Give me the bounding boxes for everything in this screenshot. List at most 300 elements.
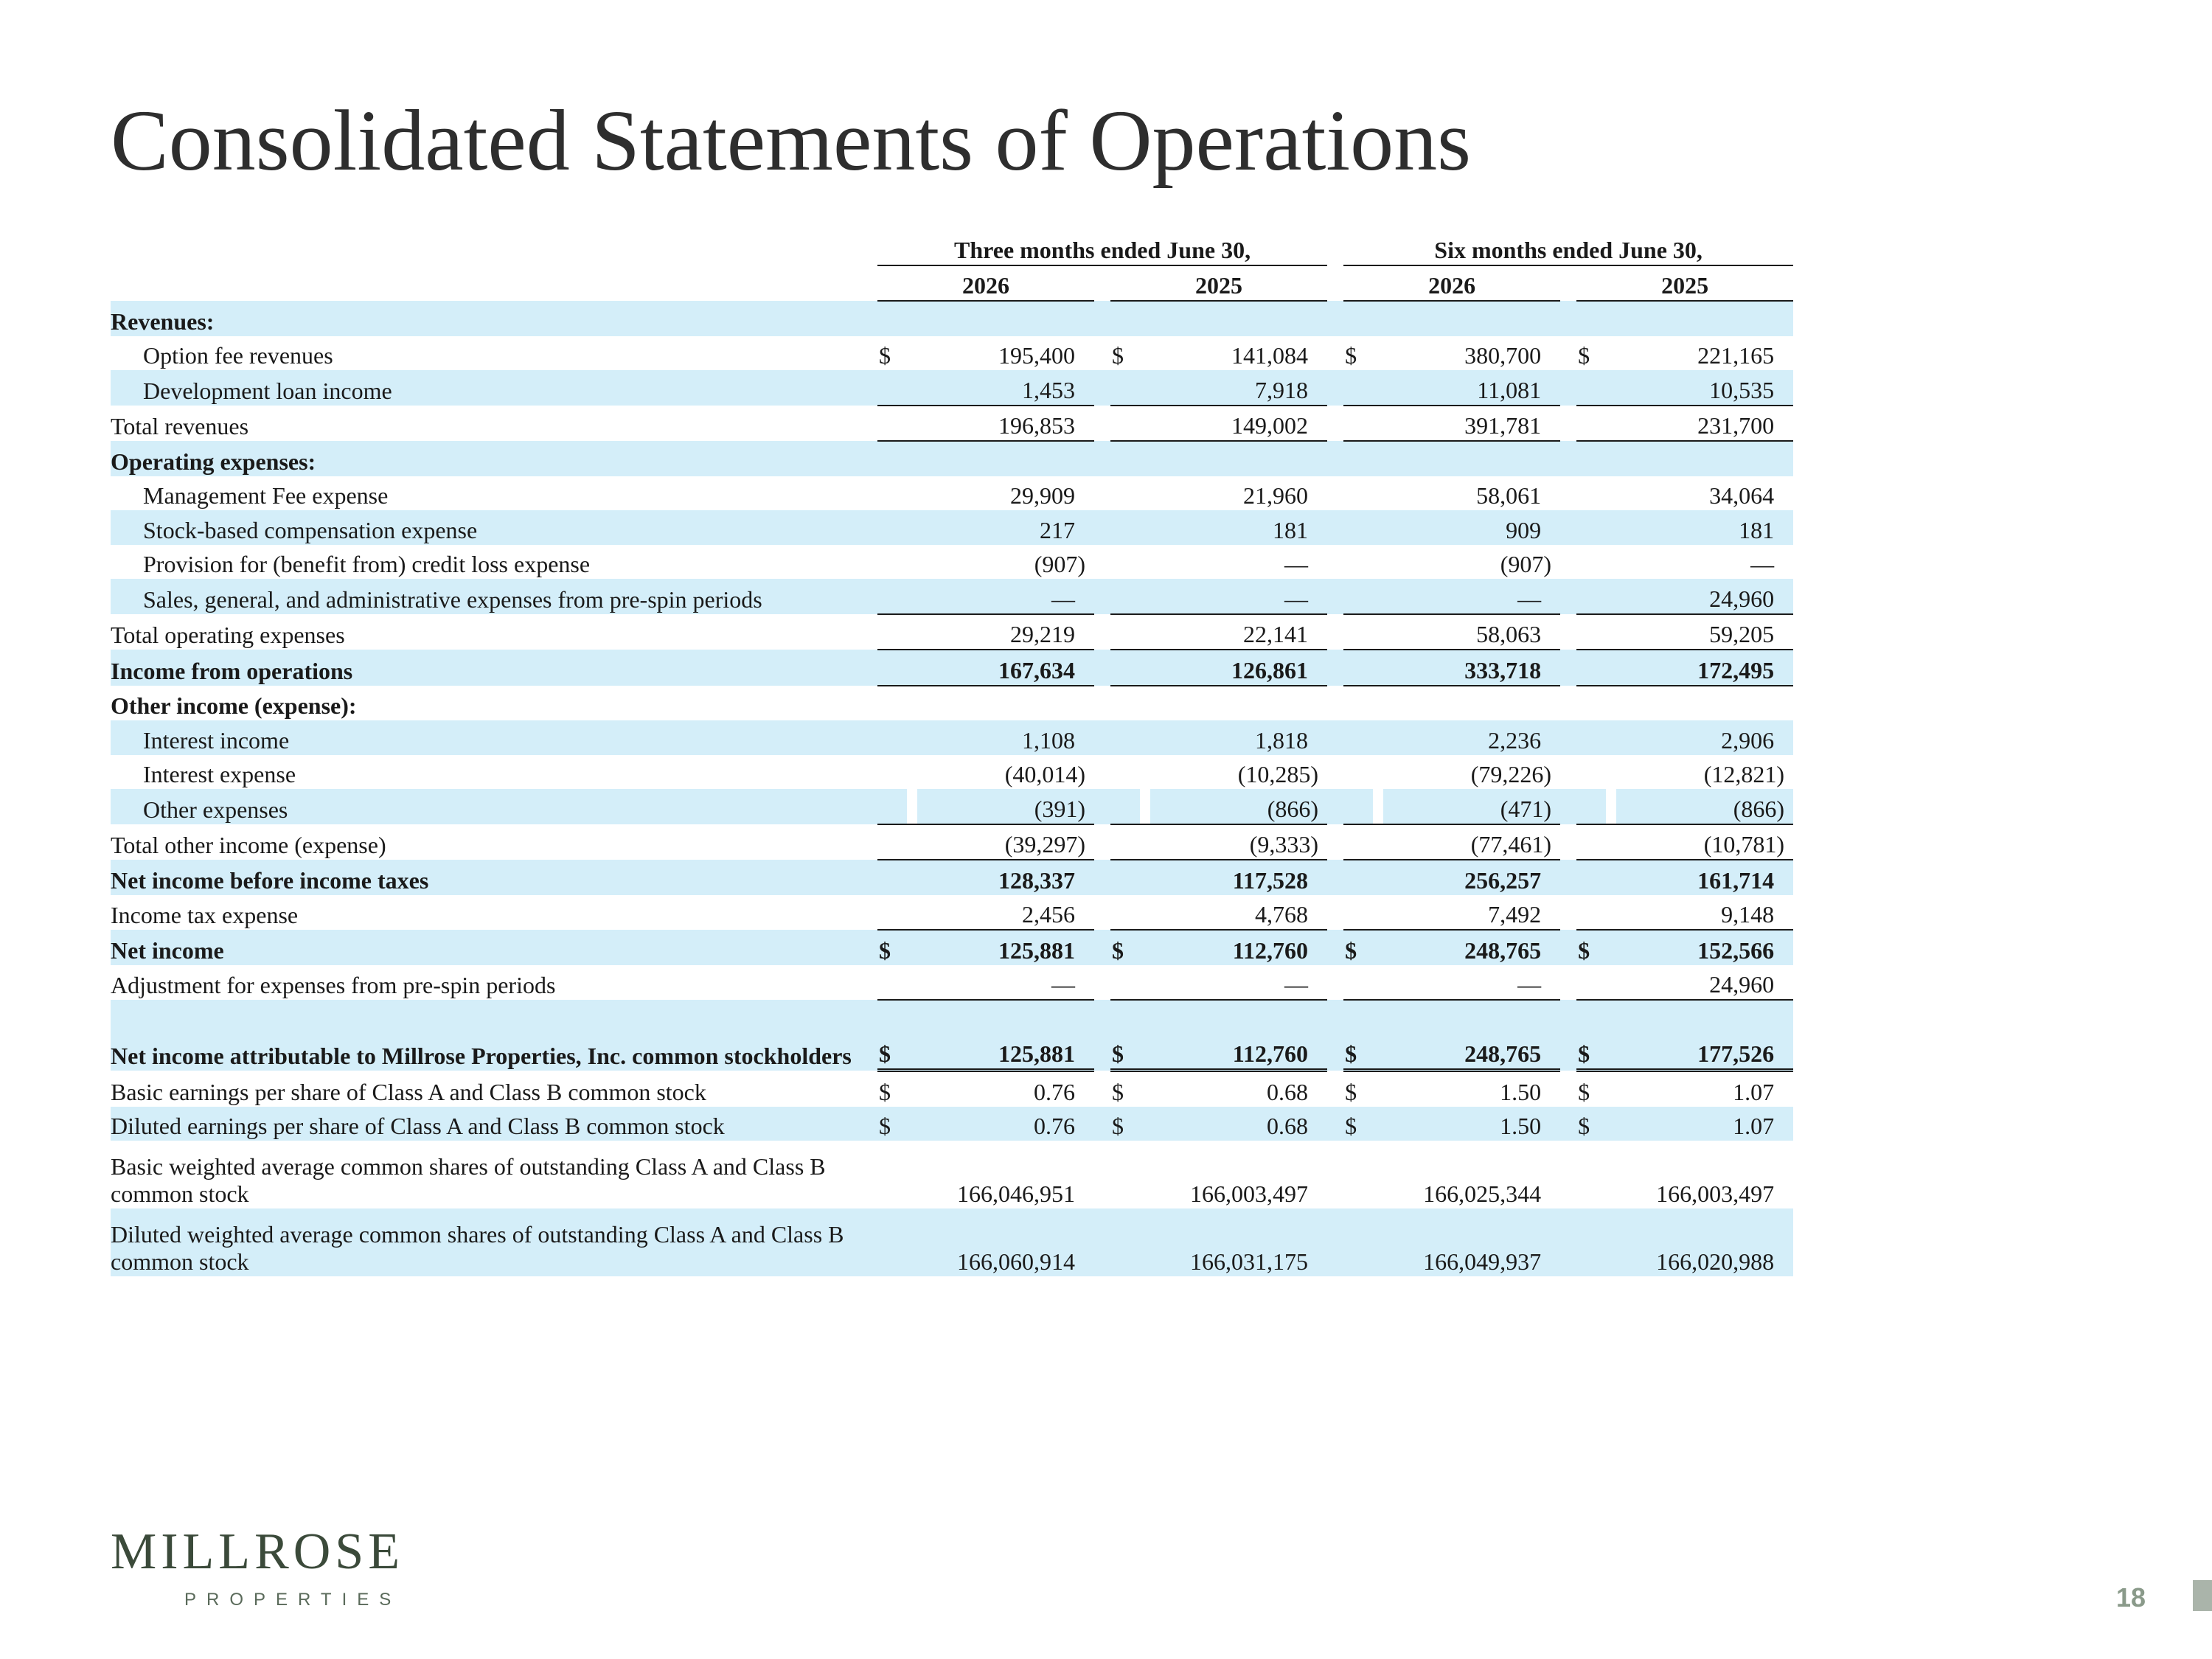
value-suffix bbox=[1075, 336, 1094, 371]
row-label: Stock-based compensation expense bbox=[111, 510, 877, 545]
currency-symbol: $ bbox=[1343, 1107, 1373, 1141]
currency-symbol bbox=[877, 1141, 907, 1208]
value-cell: 0.76 bbox=[1034, 1078, 1075, 1105]
value-suffix bbox=[1075, 686, 1094, 721]
value-suffix bbox=[1308, 895, 1327, 931]
row-label: Sales, general, and administrative expenses from pre-spin periods bbox=[111, 579, 877, 614]
currency-symbol bbox=[1343, 720, 1373, 755]
column-gap bbox=[1094, 1208, 1110, 1276]
value-suffix bbox=[1075, 614, 1094, 650]
currency-symbol bbox=[1343, 824, 1373, 860]
row-label: Management Fee expense bbox=[143, 482, 389, 509]
currency-symbol bbox=[1110, 860, 1140, 895]
value-cell: 141,084 bbox=[1231, 342, 1308, 369]
period-header-row bbox=[111, 230, 1793, 265]
currency-symbol bbox=[1110, 895, 1140, 931]
column-gap bbox=[1560, 510, 1576, 545]
row-label: Interest income bbox=[111, 720, 877, 755]
value-cell bbox=[1373, 441, 1541, 476]
column-gap bbox=[1560, 579, 1576, 614]
value-cell: 126,861 bbox=[1140, 650, 1308, 686]
currency-symbol bbox=[1576, 441, 1606, 476]
table-row bbox=[111, 476, 1793, 511]
value-cell: 149,002 bbox=[1140, 406, 1308, 442]
column-gap bbox=[1327, 1071, 1343, 1107]
year-header: 2025 bbox=[1110, 265, 1327, 302]
currency-symbol bbox=[1343, 1208, 1373, 1276]
value-suffix bbox=[1774, 650, 1793, 686]
value-cell: 172,495 bbox=[1606, 650, 1774, 686]
column-gap bbox=[1094, 441, 1110, 476]
value-cell: 4,768 bbox=[1140, 895, 1308, 931]
currency-symbol bbox=[1110, 441, 1140, 476]
value-cell: 0.68 bbox=[1140, 1107, 1308, 1141]
currency-symbol bbox=[877, 1208, 907, 1276]
currency-symbol bbox=[1576, 545, 1606, 580]
value-cell: 112,760 bbox=[1140, 1000, 1308, 1071]
value-suffix bbox=[1308, 1208, 1327, 1276]
column-gap bbox=[1560, 545, 1576, 580]
column-gap bbox=[1327, 824, 1343, 860]
page-number: 18 bbox=[2115, 1582, 2146, 1613]
value-suffix bbox=[1541, 686, 1560, 721]
value-suffix bbox=[1075, 930, 1094, 965]
value-cell: (391) bbox=[917, 789, 1085, 824]
value-suffix bbox=[1075, 895, 1094, 931]
value-suffix bbox=[1308, 650, 1327, 686]
column-gap bbox=[1327, 1000, 1343, 1071]
value-cell: 11,081 bbox=[1373, 370, 1541, 406]
value-suffix bbox=[1308, 406, 1327, 442]
currency-symbol bbox=[1576, 614, 1606, 650]
value-cell: 21,960 bbox=[1243, 482, 1308, 509]
value-suffix bbox=[1075, 1000, 1094, 1071]
currency-symbol bbox=[1110, 720, 1140, 755]
column-gap bbox=[1560, 789, 1576, 824]
currency-symbol bbox=[877, 614, 907, 650]
year-header-row bbox=[111, 265, 1793, 302]
value-cell: 221,165 bbox=[1697, 342, 1775, 369]
column-gap bbox=[1327, 860, 1343, 895]
value-suffix bbox=[1774, 510, 1793, 545]
currency-symbol: $ bbox=[1112, 1078, 1124, 1105]
currency-symbol bbox=[1343, 789, 1373, 824]
value-cell: 166,049,937 bbox=[1373, 1208, 1541, 1276]
currency-symbol bbox=[1576, 1141, 1606, 1208]
currency-symbol bbox=[1343, 965, 1373, 1001]
value-cell: — bbox=[907, 965, 1075, 1001]
column-gap bbox=[1094, 545, 1110, 580]
currency-symbol bbox=[1576, 755, 1606, 790]
value-suffix bbox=[1075, 441, 1094, 476]
value-suffix bbox=[1075, 1141, 1094, 1208]
currency-symbol bbox=[1110, 1208, 1140, 1276]
value-suffix bbox=[1308, 614, 1327, 650]
currency-symbol bbox=[1343, 545, 1373, 580]
value-suffix bbox=[1541, 579, 1560, 614]
value-suffix bbox=[1308, 860, 1327, 895]
column-gap bbox=[1560, 1000, 1576, 1071]
value-cell bbox=[907, 441, 1075, 476]
column-gap bbox=[1327, 965, 1343, 1001]
currency-symbol: $ bbox=[1343, 930, 1373, 965]
value-suffix bbox=[1308, 930, 1327, 965]
currency-symbol bbox=[877, 650, 907, 686]
value-suffix bbox=[1308, 1141, 1327, 1208]
value-suffix bbox=[1541, 1208, 1560, 1276]
value-cell: (77,461) bbox=[1383, 824, 1551, 860]
column-gap bbox=[1327, 930, 1343, 965]
row-label: Option fee revenues bbox=[143, 342, 333, 369]
column-gap bbox=[1560, 441, 1576, 476]
value-suffix bbox=[1075, 650, 1094, 686]
value-cell: (12,821) bbox=[1703, 761, 1785, 788]
table-row bbox=[111, 545, 1793, 580]
page-marker bbox=[2193, 1580, 2212, 1611]
value-suffix bbox=[1541, 510, 1560, 545]
value-cell: 380,700 bbox=[1464, 342, 1542, 369]
currency-symbol bbox=[1343, 686, 1373, 721]
currency-symbol: $ bbox=[1578, 342, 1590, 369]
value-cell: (471) bbox=[1383, 789, 1551, 824]
column-gap bbox=[1560, 1071, 1576, 1107]
value-cell bbox=[1373, 301, 1541, 336]
value-cell: 195,400 bbox=[998, 342, 1075, 369]
column-gap bbox=[1094, 1141, 1110, 1208]
table-row bbox=[111, 614, 1793, 650]
currency-symbol bbox=[1576, 406, 1606, 442]
column-gap bbox=[1327, 510, 1343, 545]
currency-symbol bbox=[1576, 965, 1606, 1001]
table-row bbox=[111, 650, 1793, 686]
row-label: Operating expenses: bbox=[111, 441, 877, 476]
value-cell bbox=[1606, 686, 1774, 721]
column-gap bbox=[1560, 755, 1576, 790]
column-gap bbox=[1327, 441, 1343, 476]
value-suffix bbox=[1541, 720, 1560, 755]
value-cell: 24,960 bbox=[1606, 965, 1774, 1001]
value-cell: 333,718 bbox=[1373, 650, 1541, 686]
value-cell bbox=[907, 686, 1075, 721]
currency-symbol bbox=[1343, 755, 1373, 790]
table-row bbox=[111, 965, 1793, 1001]
value-cell bbox=[907, 301, 1075, 336]
currency-symbol bbox=[1343, 1141, 1373, 1208]
value-suffix bbox=[1774, 1141, 1793, 1208]
currency-symbol bbox=[1343, 301, 1373, 336]
value-suffix bbox=[1308, 686, 1327, 721]
value-cell: (866) bbox=[1616, 789, 1784, 824]
value-cell bbox=[1140, 301, 1308, 336]
column-gap bbox=[1327, 545, 1343, 580]
value-suffix bbox=[1308, 1071, 1327, 1107]
row-label: Provision for (benefit from) credit loss expense bbox=[143, 551, 591, 578]
row-label: Total revenues bbox=[111, 413, 249, 440]
value-suffix bbox=[1075, 370, 1094, 406]
value-cell: — bbox=[1373, 965, 1541, 1001]
value-suffix bbox=[1308, 579, 1327, 614]
currency-symbol: $ bbox=[1110, 1107, 1140, 1141]
column-gap bbox=[1094, 301, 1110, 336]
value-cell: 166,060,914 bbox=[907, 1208, 1075, 1276]
value-suffix bbox=[1541, 930, 1560, 965]
currency-symbol: $ bbox=[1578, 1078, 1590, 1105]
row-label: Total operating expenses bbox=[111, 622, 345, 649]
currency-symbol bbox=[1343, 650, 1373, 686]
row-label: Diluted weighted average common shares of outstanding Class A and Class B common stock bbox=[111, 1208, 877, 1276]
currency-symbol bbox=[1576, 686, 1606, 721]
value-suffix bbox=[1541, 1000, 1560, 1071]
value-cell: 58,061 bbox=[1476, 482, 1542, 509]
value-suffix bbox=[1774, 614, 1793, 650]
value-cell bbox=[1606, 441, 1774, 476]
currency-symbol bbox=[877, 579, 907, 614]
row-label: Income from operations bbox=[111, 650, 877, 686]
value-cell: 7,492 bbox=[1373, 895, 1541, 931]
column-gap bbox=[1327, 1208, 1343, 1276]
year-header: 2025 bbox=[1576, 265, 1793, 302]
value-suffix bbox=[1774, 441, 1793, 476]
currency-symbol bbox=[1110, 789, 1140, 824]
currency-symbol bbox=[1576, 370, 1606, 406]
value-cell: 117,528 bbox=[1140, 860, 1308, 895]
column-gap bbox=[1094, 1071, 1110, 1107]
currency-symbol bbox=[1110, 686, 1140, 721]
value-cell: (907) bbox=[1500, 551, 1552, 578]
currency-symbol bbox=[877, 860, 907, 895]
value-suffix bbox=[1075, 1071, 1094, 1107]
currency-symbol bbox=[877, 720, 907, 755]
value-suffix bbox=[1075, 1208, 1094, 1276]
value-cell: — bbox=[1140, 579, 1308, 614]
table-row bbox=[111, 301, 1793, 336]
table-row bbox=[111, 686, 1793, 721]
value-suffix bbox=[1774, 1208, 1793, 1276]
currency-symbol bbox=[877, 755, 907, 790]
currency-symbol: $ bbox=[877, 1107, 907, 1141]
column-gap bbox=[1560, 686, 1576, 721]
millrose-logo bbox=[111, 1523, 404, 1610]
currency-symbol: $ bbox=[877, 1000, 907, 1071]
column-gap bbox=[1327, 370, 1343, 406]
logo-wordmark: MILLROSE bbox=[111, 1523, 404, 1580]
value-cell: 256,257 bbox=[1373, 860, 1541, 895]
value-suffix bbox=[1774, 406, 1793, 442]
value-suffix bbox=[1075, 1107, 1094, 1141]
value-cell: — bbox=[1140, 965, 1308, 1001]
currency-symbol bbox=[877, 789, 907, 824]
column-gap bbox=[1560, 301, 1576, 336]
value-suffix bbox=[1308, 965, 1327, 1001]
value-suffix bbox=[1541, 614, 1560, 650]
currency-symbol: $ bbox=[1345, 1078, 1357, 1105]
table-row bbox=[111, 1208, 1793, 1276]
currency-symbol bbox=[1576, 650, 1606, 686]
table-row bbox=[111, 406, 1793, 442]
value-suffix bbox=[1308, 336, 1327, 371]
column-gap bbox=[1560, 406, 1576, 442]
table-row bbox=[111, 1141, 1793, 1208]
row-label: Basic weighted average common shares of outstanding Class A and Class B common stock bbox=[111, 1152, 826, 1208]
currency-symbol: $ bbox=[1345, 342, 1357, 369]
value-cell: 181 bbox=[1606, 510, 1774, 545]
value-cell: 2,456 bbox=[907, 895, 1075, 931]
value-cell: — bbox=[907, 579, 1075, 614]
value-suffix bbox=[1541, 1107, 1560, 1141]
column-gap bbox=[1327, 406, 1343, 442]
currency-symbol: $ bbox=[1110, 1000, 1140, 1071]
currency-symbol: $ bbox=[1343, 1000, 1373, 1071]
value-suffix bbox=[1075, 301, 1094, 336]
column-gap bbox=[1560, 370, 1576, 406]
column-gap bbox=[1560, 720, 1576, 755]
value-cell: 196,853 bbox=[907, 406, 1075, 442]
value-cell: 2,236 bbox=[1373, 720, 1541, 755]
value-cell: (40,014) bbox=[1004, 761, 1085, 788]
column-gap bbox=[1327, 301, 1343, 336]
currency-symbol bbox=[1576, 789, 1606, 824]
column-gap bbox=[1094, 686, 1110, 721]
value-cell: (907) bbox=[1034, 551, 1085, 578]
column-gap bbox=[1094, 406, 1110, 442]
table-row bbox=[111, 720, 1793, 755]
currency-symbol bbox=[1576, 720, 1606, 755]
value-cell: 1.07 bbox=[1733, 1078, 1775, 1105]
currency-symbol bbox=[1110, 755, 1140, 790]
value-cell: 24,960 bbox=[1606, 579, 1774, 614]
currency-symbol bbox=[1110, 476, 1140, 511]
value-cell: (866) bbox=[1150, 789, 1318, 824]
value-cell: 0.76 bbox=[907, 1107, 1075, 1141]
column-gap bbox=[1560, 895, 1576, 931]
currency-symbol bbox=[1343, 579, 1373, 614]
currency-symbol bbox=[1343, 406, 1373, 442]
value-suffix bbox=[1774, 720, 1793, 755]
value-suffix bbox=[1541, 336, 1560, 371]
row-label: Other income (expense): bbox=[111, 692, 357, 720]
currency-symbol bbox=[1110, 614, 1140, 650]
year-header: 2026 bbox=[1343, 265, 1560, 302]
value-suffix bbox=[1774, 895, 1793, 931]
value-suffix bbox=[1075, 476, 1094, 511]
value-suffix bbox=[1774, 1000, 1793, 1071]
value-suffix bbox=[1774, 579, 1793, 614]
column-gap bbox=[1560, 336, 1576, 371]
value-cell: 1.07 bbox=[1606, 1107, 1774, 1141]
value-cell: 248,765 bbox=[1373, 930, 1541, 965]
currency-symbol: $ bbox=[1112, 342, 1124, 369]
value-suffix bbox=[1075, 510, 1094, 545]
year-header: 2026 bbox=[877, 265, 1094, 302]
currency-symbol bbox=[1343, 441, 1373, 476]
table-row bbox=[111, 441, 1793, 476]
column-gap bbox=[1094, 614, 1110, 650]
value-suffix bbox=[1075, 965, 1094, 1001]
row-label: Interest expense bbox=[143, 761, 296, 788]
value-suffix bbox=[1541, 301, 1560, 336]
value-suffix bbox=[1541, 1141, 1560, 1208]
currency-symbol bbox=[1576, 476, 1606, 511]
value-cell: 128,337 bbox=[907, 860, 1075, 895]
table-row bbox=[111, 789, 1793, 824]
currency-symbol bbox=[1343, 476, 1373, 511]
value-cell: 125,881 bbox=[907, 1000, 1075, 1071]
value-cell: (10,285) bbox=[1237, 761, 1318, 788]
column-gap bbox=[1327, 1107, 1343, 1141]
currency-symbol bbox=[877, 406, 907, 442]
column-gap bbox=[1094, 1000, 1110, 1071]
currency-symbol bbox=[1576, 860, 1606, 895]
value-cell: 152,566 bbox=[1606, 930, 1774, 965]
value-cell: 29,219 bbox=[907, 614, 1075, 650]
value-cell: 2,906 bbox=[1606, 720, 1774, 755]
currency-symbol bbox=[1110, 650, 1140, 686]
value-suffix bbox=[1308, 1107, 1327, 1141]
currency-symbol bbox=[1110, 579, 1140, 614]
value-cell: 34,064 bbox=[1709, 482, 1775, 509]
value-suffix bbox=[1774, 686, 1793, 721]
value-suffix bbox=[1774, 336, 1793, 371]
currency-symbol bbox=[1576, 895, 1606, 931]
value-cell: 7,918 bbox=[1140, 370, 1308, 406]
column-gap bbox=[1094, 720, 1110, 755]
value-suffix bbox=[1541, 406, 1560, 442]
table-row bbox=[111, 336, 1793, 371]
table-row bbox=[111, 1107, 1793, 1141]
column-gap bbox=[1327, 1141, 1343, 1208]
column-gap bbox=[1327, 336, 1343, 371]
value-cell: (79,226) bbox=[1470, 761, 1552, 788]
column-gap bbox=[1327, 614, 1343, 650]
value-suffix bbox=[1774, 1071, 1793, 1107]
currency-symbol bbox=[1343, 370, 1373, 406]
value-cell: (10,781) bbox=[1616, 824, 1784, 860]
table-row bbox=[111, 579, 1793, 614]
currency-symbol bbox=[1343, 895, 1373, 931]
currency-symbol: $ bbox=[879, 1078, 891, 1105]
value-cell bbox=[1140, 441, 1308, 476]
currency-symbol bbox=[1110, 965, 1140, 1001]
value-cell: 0.68 bbox=[1267, 1078, 1308, 1105]
column-gap bbox=[1327, 895, 1343, 931]
currency-symbol bbox=[1576, 824, 1606, 860]
value-suffix bbox=[1774, 1107, 1793, 1141]
value-cell: — bbox=[1373, 579, 1541, 614]
currency-symbol bbox=[1576, 1208, 1606, 1276]
row-label: Development loan income bbox=[111, 370, 877, 406]
value-suffix bbox=[1774, 860, 1793, 895]
value-suffix bbox=[1075, 860, 1094, 895]
row-label: Total other income (expense) bbox=[111, 832, 386, 859]
column-gap bbox=[1560, 650, 1576, 686]
page-title: Consolidated Statements of Operations bbox=[111, 92, 1472, 189]
value-suffix bbox=[1774, 301, 1793, 336]
currency-symbol bbox=[877, 895, 907, 931]
table-row bbox=[111, 370, 1793, 406]
currency-symbol bbox=[1110, 370, 1140, 406]
value-suffix bbox=[1541, 1071, 1560, 1107]
currency-symbol bbox=[877, 476, 907, 511]
column-gap bbox=[1094, 510, 1110, 545]
row-label: Net income before income taxes bbox=[111, 860, 877, 895]
value-suffix bbox=[1774, 930, 1793, 965]
value-cell: 1,453 bbox=[907, 370, 1075, 406]
column-gap bbox=[1560, 1141, 1576, 1208]
currency-symbol bbox=[1110, 406, 1140, 442]
column-gap bbox=[1327, 476, 1343, 511]
value-cell bbox=[1140, 686, 1308, 721]
value-cell: 58,063 bbox=[1373, 614, 1541, 650]
